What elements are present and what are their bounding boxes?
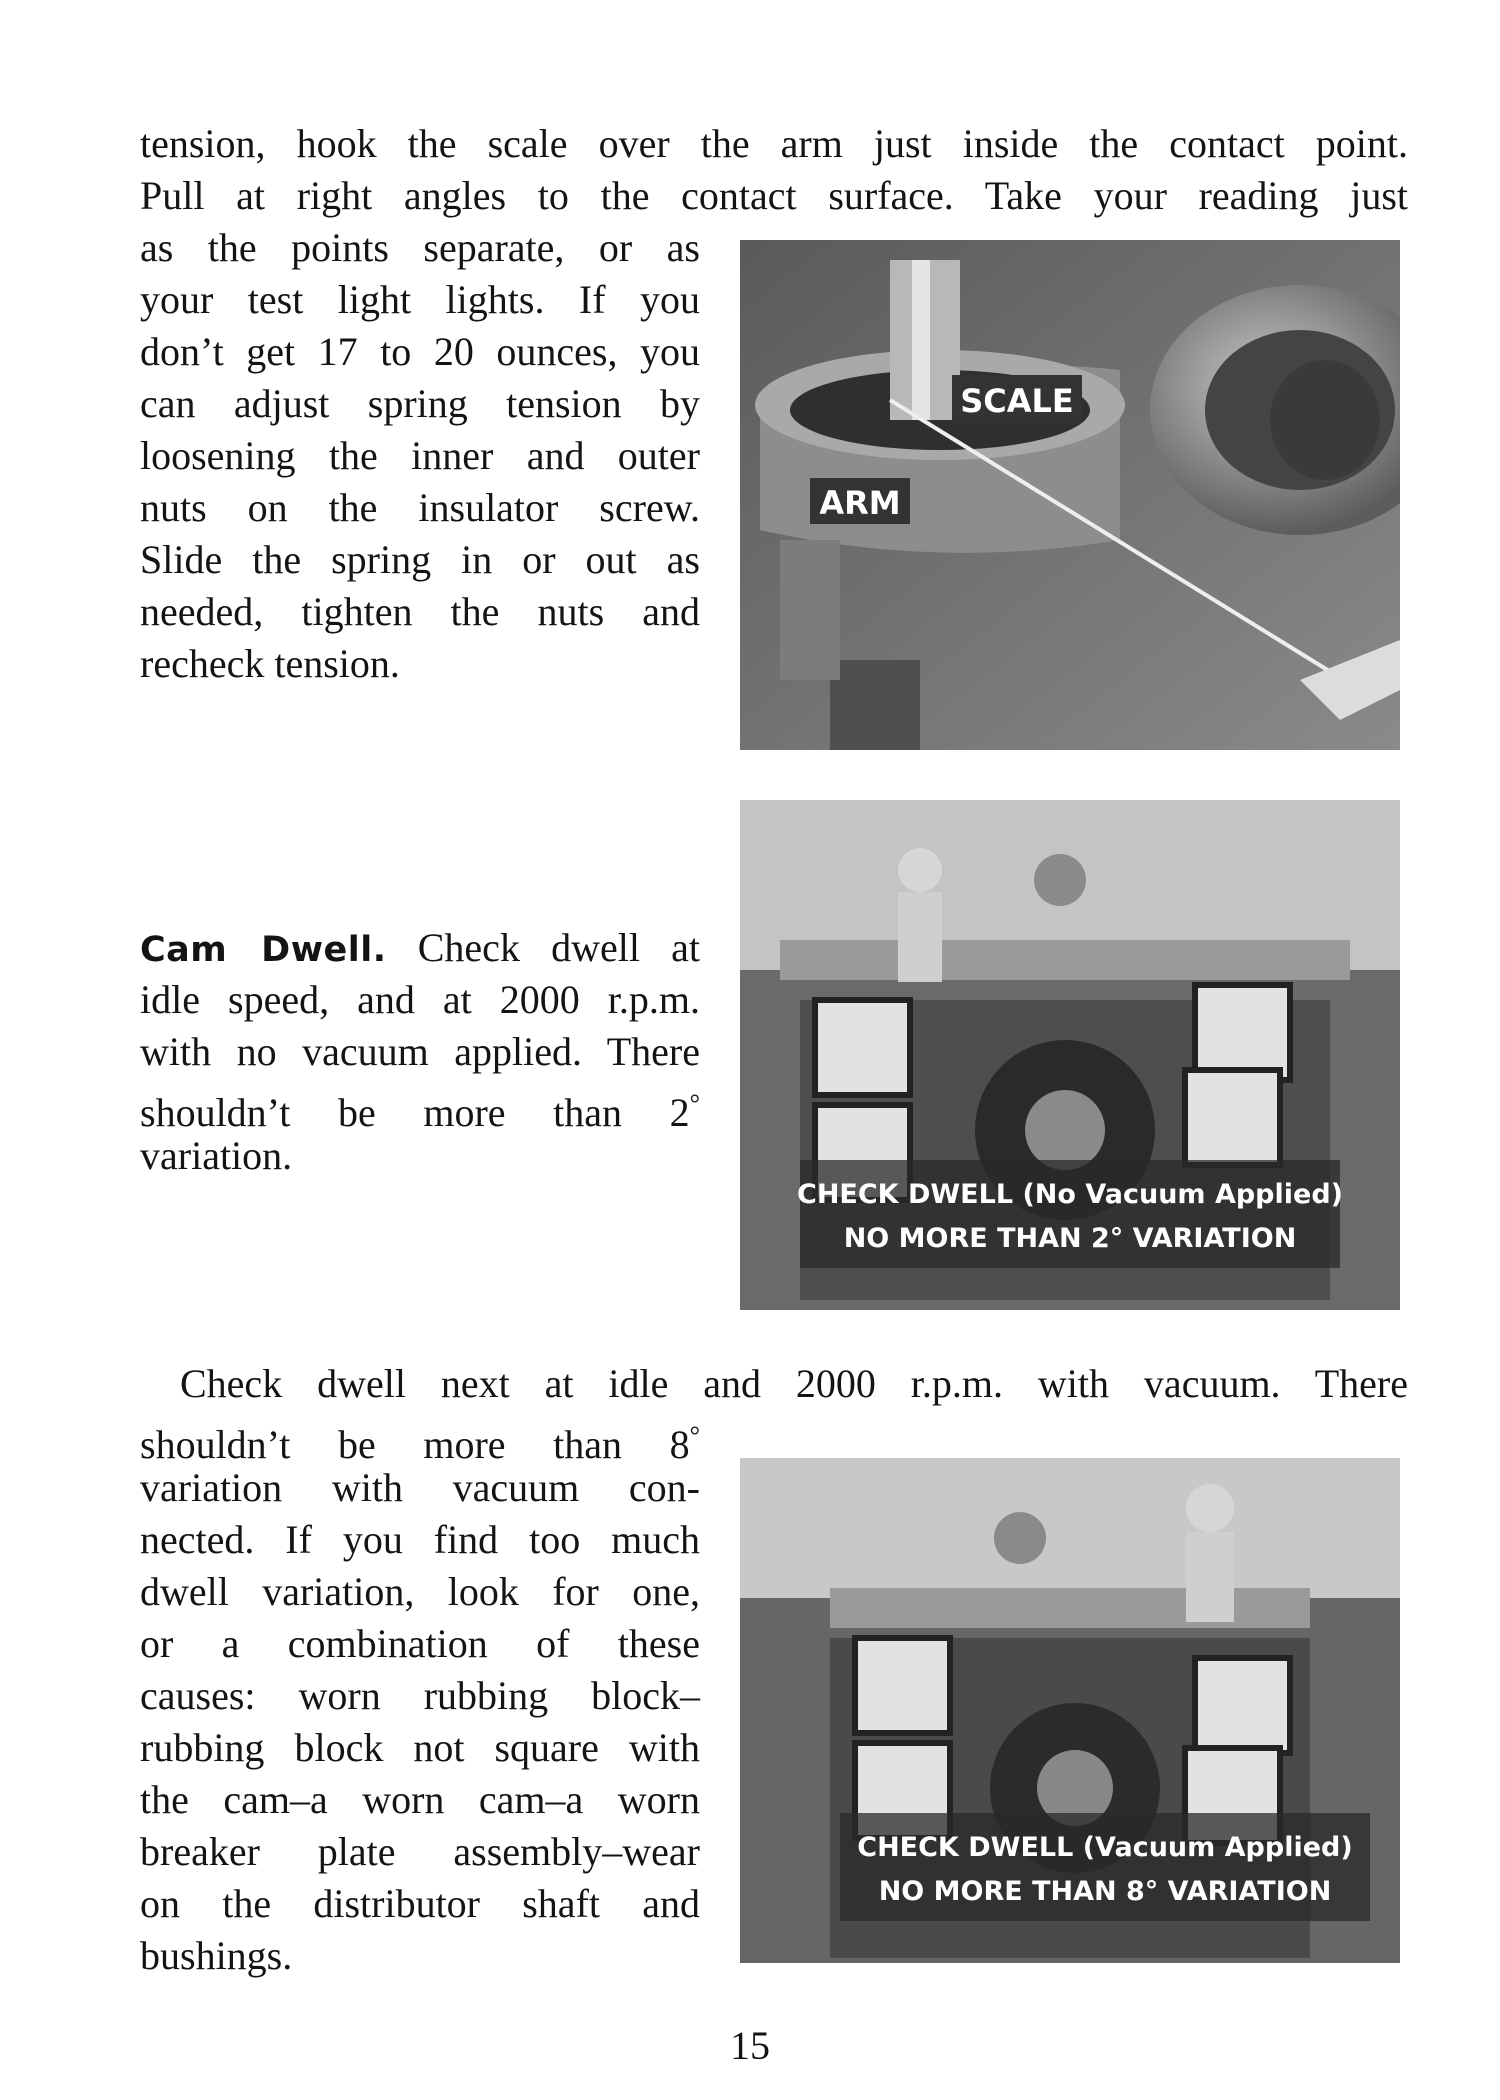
vacuum-narrow-line-2: nected. If you find too much <box>140 1517 700 1562</box>
vacuum-narrow-line-1: variation with vacuum con- <box>140 1465 700 1510</box>
intro-narrow-line-5: loosening the inner and outer <box>140 433 700 478</box>
cam-dwell-line-4-text: shouldn’t be more than 2 <box>140 1090 690 1135</box>
vacuum-narrow-line-9: on the distributor shaft and <box>140 1881 700 1926</box>
vacuum-narrow-line-8: breaker plate assembly–wear <box>140 1829 700 1874</box>
vacuum-narrow-line-7: the cam–a worn cam–a worn <box>140 1777 700 1822</box>
intro-narrow-line-2: your test light lights. If you <box>140 277 700 322</box>
vacuum-narrow-line-6: rubbing block not square with <box>140 1725 700 1770</box>
intro-narrow-line-6: nuts on the insulator screw. <box>140 485 700 530</box>
intro-narrow-line-3: don’t get 17 to 20 ounces, you <box>140 329 700 374</box>
vacuum-degree-symbol: ° <box>689 1421 700 1450</box>
intro-narrow-line-7: Slide the spring in or out as <box>140 537 700 582</box>
vacuum-caption-line-1: CHECK DWELL (Vacuum Applied) <box>857 1832 1353 1863</box>
vacuum-narrow-line-3: dwell variation, look for one, <box>140 1569 700 1614</box>
cam-dwell-line-3: with no vacuum applied. There <box>140 1029 700 1074</box>
intro-narrow-line-1: as the points separate, or as <box>140 225 700 270</box>
vacuum-narrow-line-4: or a combination of these <box>140 1621 700 1666</box>
intro-line-2: Pull at right angles to the contact surface. Take your reading just <box>140 173 1408 218</box>
no-vacuum-caption-line-1: CHECK DWELL (No Vacuum Applied) <box>797 1179 1343 1210</box>
scale-label: SCALE <box>960 382 1074 420</box>
intro-narrow-line-9: recheck tension. <box>140 641 400 686</box>
arm-label: ARM <box>819 484 901 522</box>
vacuum-caption-line-2: NO MORE THAN 8° VARIATION <box>878 1876 1332 1907</box>
vacuum-line-2-text: shouldn’t be more than 8 <box>140 1422 690 1467</box>
intro-narrow-line-8: needed, tighten the nuts and <box>140 589 700 634</box>
cam-dwell-line-5: variation. <box>140 1133 293 1178</box>
page-number: 15 <box>730 2023 770 2068</box>
distributor-photo <box>740 240 1400 750</box>
vacuum-narrow-line-5: causes: worn rubbing block– <box>140 1673 700 1718</box>
cam-dwell-line-1-text: Check dwell at <box>417 925 701 970</box>
cam-dwell-line-1 <box>140 922 700 976</box>
vacuum-line-1: Check dwell next at idle and 2000 r.p.m. with vacuum. There <box>180 1361 1408 1406</box>
dwell-no-vacuum-photo <box>740 800 1400 1310</box>
cam-dwell-line-2: idle speed, and at 2000 r.p.m. <box>140 977 700 1022</box>
intro-narrow-line-4: can adjust spring tension by <box>140 381 700 426</box>
vacuum-narrow-line-10: bushings. <box>140 1933 293 1978</box>
dwell-vacuum-photo <box>740 1458 1400 1963</box>
degree-symbol: ° <box>689 1089 700 1118</box>
cam-dwell-heading: Cam Dwell. <box>140 930 387 970</box>
no-vacuum-caption-line-2: NO MORE THAN 2° VARIATION <box>843 1223 1297 1254</box>
intro-line-1: tension, hook the scale over the arm just inside the contact point. <box>140 121 1408 166</box>
